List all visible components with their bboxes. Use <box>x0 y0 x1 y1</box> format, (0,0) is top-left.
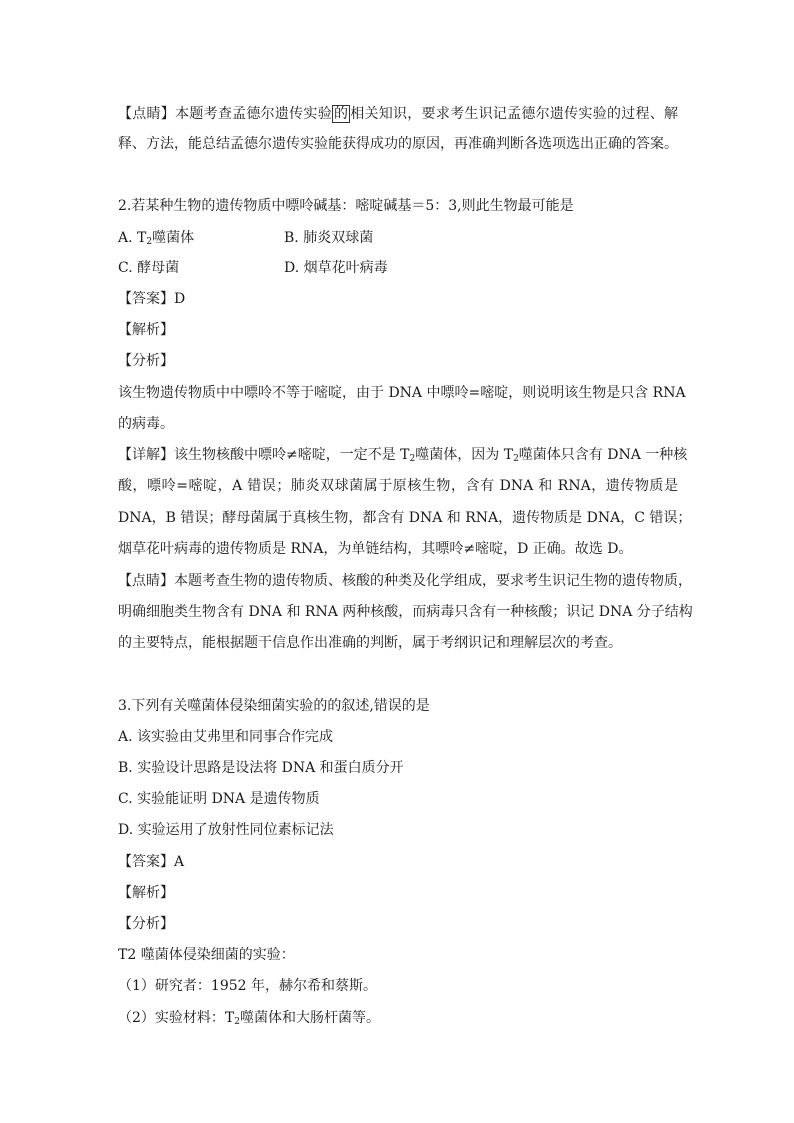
q3-fenxi-line-1: T2 噬菌体侵染细菌的实验： <box>118 947 295 963</box>
q3-option-d: D. 实验运用了放射性同位素标记法 <box>118 822 334 838</box>
option-b: B. 肺炎双球菌 <box>284 230 374 246</box>
detail-line-2: 酸，嘌呤=嘧啶，A 错误；肺炎双球菌属于原核生物，含有 DNA 和 RNA，遗传物质是 <box>118 478 678 494</box>
question-2-stem: 2.若某种生物的遗传物质中嘌呤碱基：嘧啶碱基＝5：3,则此生物最可能是 <box>118 198 574 214</box>
question-2-options-row-2 <box>118 259 678 277</box>
q3-fenxi-label: 【分析】 <box>118 916 174 932</box>
tip-line-1: 【点睛】本题考查孟德尔遗传实验 的 相关知识，要求考生识记孟德尔遗传实验的过程、解 <box>118 106 679 122</box>
q3-option-a: A. 该实验由艾弗里和同事合作完成 <box>118 729 334 745</box>
tip2-line-2: 明确细胞类生物含有 DNA 和 RNA 两种核酸，而病毒只含有一种核酸；识记 DNA 分子结构 <box>118 604 693 620</box>
q3-option-b: B. 实验设计思路是设法将 DNA 和蛋白质分开 <box>118 760 404 776</box>
detail-line-1: 【详解】该生物核酸中嘌呤≠嘧啶，一定不是 $T_2$噬菌体，因为 $T_2$噬菌体只含有 DNA 一种核 <box>118 447 688 464</box>
option-c: C. 酵母菌 <box>118 260 180 276</box>
tip-line-2: 释、方法，能总结孟德尔遗传实验能获得成功的原因，再准确判断各选项选出正确的答案。 <box>118 136 678 152</box>
tip2-label: 【点睛】 <box>118 573 174 589</box>
answer: 【答案】D <box>118 291 186 307</box>
q3-option-c: C. 实验能证明 DNA 是遗传物质 <box>118 791 320 807</box>
tip2-line-1: 【点睛】本题考查生物的遗传物质、核酸的种类及化学组成，要求考生识记生物的遗传物质， <box>118 573 692 589</box>
fenxi-line-1: 该生物遗传物质中中嘌呤不等于嘧啶，由于 DNA 中嘌呤=嘧啶，则说明该生物是只含 RNA <box>118 385 686 401</box>
tip2-line-3: 的主要特点，能根据题干信息作出准确的判断，属于考纲识记和理解层次的考查。 <box>118 635 622 651</box>
option-a: A. $T_2$噬菌体 <box>118 230 195 247</box>
fenxi-label: 【分析】 <box>118 353 174 369</box>
boxed-character: 的 <box>333 106 349 122</box>
detail-line-3: DNA，B 错误；酵母菌属于真核生物，都含有 DNA 和 RNA，遗传物质是 DNA，C 错误； <box>118 510 692 526</box>
tip-label: 【点睛】 <box>118 106 176 122</box>
question-2-options-row-1 <box>118 229 678 247</box>
q3-analysis-label: 【解析】 <box>118 885 174 901</box>
fenxi-line-2: 的病毒。 <box>118 416 174 432</box>
question-3-stem: 3.下列有关噬菌体侵染细菌实验的的叙述,错误的是 <box>118 698 430 714</box>
analysis-label: 【解析】 <box>118 322 174 338</box>
q3-fenxi-line-2: （1）研究者：1952 年，赫尔希和蔡斯。 <box>118 978 377 994</box>
q3-answer: 【答案】A <box>118 854 185 870</box>
detail-line-4: 烟草花叶病毒的遗传物质是 RNA，为单链结构，其嘌呤≠嘧啶，D 正确。故选 D。 <box>118 541 633 557</box>
option-d: D. 烟草花叶病毒 <box>284 260 388 276</box>
detail-label: 【详解】 <box>118 447 174 463</box>
q3-fenxi-line-3: （2）实验材料：$T_2$噬菌体和大肠杆菌等。 <box>118 1010 380 1027</box>
